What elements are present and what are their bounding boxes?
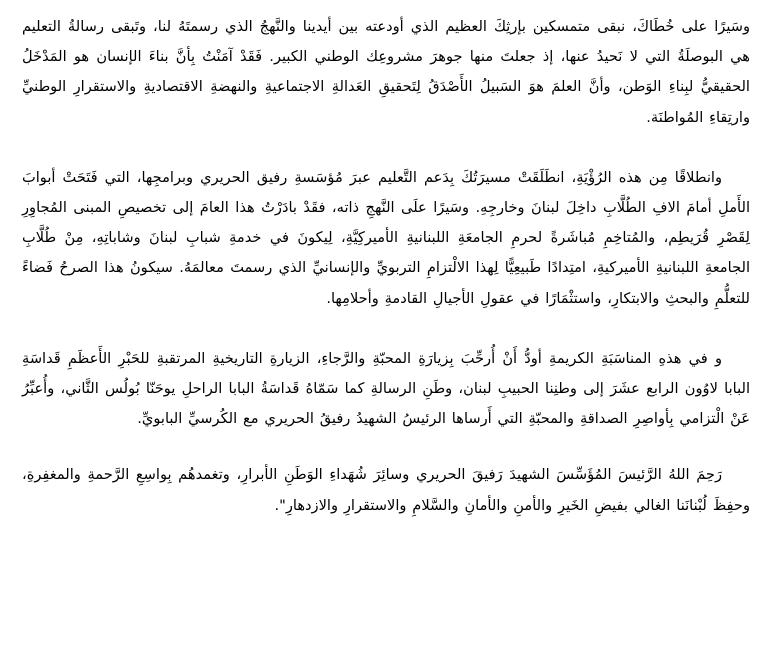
paragraph-4: رَحِمَ اللهُ الرَّئيسَ المُؤَسِّسَ الشهيدَ رَفيقَ الحريري وسائِرَ شُهَداءِ الوَطَنِ الأبرارِ، وتغمدهُم بِواسِعِ الرَّحمةِ والمغفِرةِ، وحفِظَ لُبْنانَنا الغالي بفيضِ الخَيرِ والأمنِ والأمانِ والسَّلامِ والاستقرارِ والازدهارِ". bbox=[22, 466, 750, 514]
document-body bbox=[22, 12, 750, 521]
paragraph-1: وسَيرًا على خُطَاكَ، نبقى متمسكين بإرثِكَ العظيم الذي أودعته بين أيدينا والنَّهجُ الذي رسمتَهُ لنا، وتَبقى رسالةُ التعليم هي البوصلَةُ التي لا نَحيدُ عنها، إذ جعلتَ منها جوهرَ مشروعِك الوطني الكبير. فَقَدْ آمَنْتُ بِأنَّ بناءَ الإنسان هو المَدْخَلُ الحقيقيُّ لبِناءِ الوَطن، وأنَّ العلمَ هوَ السَبيلُ الأَصْدَقُ لِتَحقيقِ العَدالةِ الاجتماعيةِ والنهضةِ الاقتصاديةِ والاستقرارِ الوطنيِّ وارتِقاءِ المُواطنَة. bbox=[22, 18, 750, 126]
paragraph-3: و في هذهِ المناسَبَةِ الكريمةِ أودُّ أَنْ أُرحِّبَ بِزيارَةِ المحبّةِ والرَّجاءِ، الزيارةِ التاريخيةِ المرتقبةِ للحَبْرِ الأَعظَمِ قَداسَةِ البابا لاوُون الرابع عشَرَ إلى وطنِنا الحبيبِ لبنان، وطَنِ الرسالةِ كما سَمّاهُ قَداسَةُ البابا الراحلِ يوحَنّا بُولُس الثَّاني، وأُعبِّرُ عَنْ الْتزامي بِأواصِرِ الصداقةِ والمحبّةِ التي أَرساها الرئيسُ الشهيدُ رفيقُ الحريري مع الكُرسيِّ البابويِّ. bbox=[22, 349, 750, 428]
paragraph-2: وانطلاقًا مِن هذه الرُؤْيَةِ، انطَلَقَتْ مسيرَتُكَ بِدَعم التَّعليم عبرَ مُؤسَسةِ رفيق الحريري وبرامجِها، التي فَتَحَتْ أبوابَ الأَملِ أمامَ الافِ الطُلَّابِ داخِلَ لبنانَ وخارجِهِ. وسَيرًا علَى النَّهجِ ذاته، فقَدْ بادَرْتُ هذا العامَ إلى تخصيصِ المبنى المُجاوِرِ لِقَصْرِ قُرَيطِم، والمُتاخِمِ مُباشَرةً لحرمِ الجامعَةِ اللبنانيةِ الأميركِيَّةِ، لِيكونَ في خدمةِ شبابِ لبنانَ وشاباتِهِ، مِنْ طُلَّابِ الجامعةِ اللبنانيةِ الأميركيةِ، امتِدادًا طَبيعِيًّا لِهذا الالْتزامِ التربويِّ والإنسانيِّ الذي رسمتَ معالمَهُ. سيكونُ هذا الصرحُ فَضاءً للتعلُّمِ والبحثِ والابتكارِ، واستثْمَارًا في عقولِ الأجيالِ القادمةِ وأحلامِها. bbox=[22, 168, 750, 307]
